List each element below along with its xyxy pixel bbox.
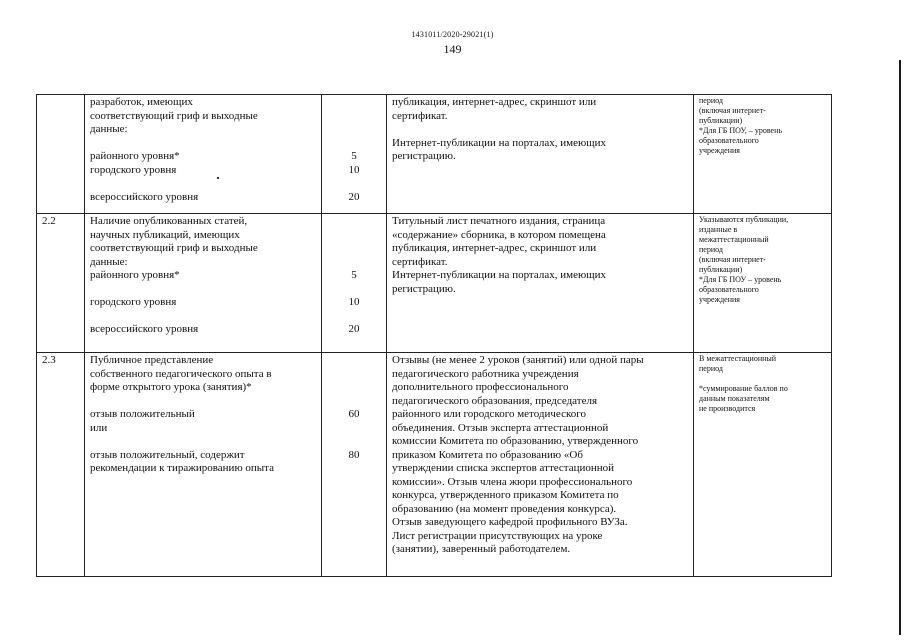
text-line: 5: [351, 150, 357, 162]
criteria-table: [36, 94, 832, 577]
text-line: изданные в: [699, 225, 738, 234]
text-line: районного уровня*: [90, 150, 180, 162]
text-line: регистрацию.: [392, 150, 456, 162]
text-line: [392, 123, 688, 137]
text-line: [327, 110, 381, 124]
text-line: [327, 177, 381, 191]
text-line: период: [699, 245, 723, 254]
text-line: комиссии Комитета по образованию, утвержденного: [392, 435, 639, 447]
text-line: [327, 368, 381, 382]
text-line: Титульный лист печатного издания, страница: [392, 215, 606, 227]
text-line: соответствующий гриф и выходные: [90, 242, 258, 254]
text-line: Интернет-публикации на порталах, имеющих: [392, 136, 607, 149]
text-line: [327, 462, 381, 476]
points-cell: [322, 353, 387, 577]
text-line: В межаттестационный: [699, 354, 777, 363]
item-number: 2.2: [37, 214, 85, 353]
text-line: «содержание» сборника, в котором помещена: [392, 228, 606, 241]
notes-cell: [694, 95, 832, 214]
documents-cell: [387, 95, 694, 214]
text-line: городского уровня: [90, 163, 177, 176]
text-line: учреждения: [699, 146, 740, 155]
text-line: *Для ГБ ПОУ, – уровень: [699, 126, 783, 135]
text-line: [90, 177, 316, 191]
page-number: 149: [443, 42, 462, 56]
text-line: *суммирование баллов по: [699, 384, 788, 393]
text-line: [327, 354, 381, 368]
text-line: всероссийского уровня: [90, 323, 199, 335]
text-line: межаттестационный: [699, 235, 769, 244]
text-line: учреждения: [699, 295, 740, 304]
text-line: публикация, интернет-адрес, скриншот или: [392, 242, 597, 254]
text-line: форме открытого урока (занятия)*: [90, 381, 252, 393]
text-line: [327, 215, 381, 229]
points-cell: [322, 95, 387, 214]
text-line: или: [90, 421, 108, 434]
text-line: [327, 96, 381, 110]
text-line: период: [699, 96, 723, 105]
text-line: утверждении списка экспертов аттестационной: [392, 462, 615, 474]
text-line: научных публикаций, имеющих: [90, 228, 240, 241]
text-line: (занятии), заверенный работодателем.: [392, 543, 571, 555]
item-number: [37, 95, 85, 214]
text-line: [327, 422, 381, 436]
text-line: 10: [348, 296, 360, 308]
text-line: не производится: [699, 404, 756, 413]
table-row: [37, 95, 832, 214]
document-id: 1431011/2020-29021(1): [411, 30, 494, 39]
text-line: данным показателям: [699, 394, 770, 403]
text-line: Наличие опубликованных статей,: [90, 215, 248, 227]
text-line: дополнительного профессионального: [392, 381, 569, 393]
text-line: Отзывы (не менее 2 уроков (занятий) или одной пары: [392, 354, 644, 366]
text-line: отзыв положительный, содержит: [90, 448, 245, 461]
text-line: [90, 137, 316, 151]
text-line: [90, 283, 316, 297]
text-line: комиссии». Отзыв члена жюри профессионального: [392, 475, 633, 488]
text-line: образовательного: [699, 136, 759, 145]
text-line: собственного педагогического опыта в: [90, 367, 272, 380]
text-line: образовательного: [699, 285, 759, 294]
text-line: [327, 395, 381, 409]
text-line: [327, 256, 381, 270]
table-row: [37, 214, 832, 353]
text-line: [90, 435, 316, 449]
text-line: сертификат.: [392, 109, 448, 122]
text-line: сертификат.: [392, 255, 448, 268]
documents-cell: [387, 353, 694, 577]
text-line: рекомендации к тиражированию опыта: [90, 462, 275, 474]
text-line: Отзыв заведующего кафедрой профильного ВУЗа.: [392, 516, 628, 528]
text-line: публикации): [699, 116, 743, 125]
text-line: [327, 310, 381, 324]
text-line: 60: [348, 408, 360, 420]
criteria-cell: [85, 353, 322, 577]
text-line: [327, 242, 381, 256]
text-line: [327, 435, 381, 449]
text-line: всероссийского уровня: [90, 190, 199, 203]
text-line: [327, 381, 381, 395]
text-line: Публичное представление: [90, 354, 214, 366]
documents-cell: [387, 214, 694, 353]
text-line: соответствующий гриф и выходные: [90, 109, 258, 122]
text-line: 20: [348, 190, 360, 203]
text-line: районного или городского методического: [392, 408, 586, 420]
text-line: (включая интернет-: [699, 106, 766, 115]
text-line: 10: [348, 163, 360, 176]
text-line: [90, 395, 316, 409]
text-line: [327, 137, 381, 151]
text-line: публикация, интернет-адрес, скриншот или: [392, 96, 597, 108]
text-line: [90, 310, 316, 324]
text-line: образованию (на момент проведения конкурса).: [392, 502, 617, 515]
text-line: (включая интернет-: [699, 255, 766, 264]
text-line: [327, 229, 381, 243]
criteria-cell: [85, 95, 322, 214]
text-line: 80: [348, 448, 360, 461]
text-line: [699, 374, 826, 384]
text-line: регистрацию.: [392, 282, 456, 295]
text-line: отзыв положительный: [90, 408, 195, 420]
text-line: конкурса, утвержденного приказом Комитета по: [392, 489, 619, 501]
points-cell: [322, 214, 387, 353]
text-line: Лист регистрации присутствующих на уроке: [392, 529, 603, 542]
text-line: Указываются публикации,: [699, 215, 789, 224]
text-line: данные:: [90, 255, 128, 268]
text-line: данные:: [90, 123, 128, 135]
notes-cell: [694, 353, 832, 577]
text-line: объединения. Отзыв эксперта аттестационной: [392, 421, 609, 434]
text-line: 20: [348, 323, 360, 335]
text-line: период: [699, 364, 723, 373]
item-number: 2.3: [37, 353, 85, 577]
text-line: приказом Комитета по образованию «Об: [392, 448, 583, 461]
text-line: разработок, имеющих: [90, 96, 193, 108]
notes-cell: [694, 214, 832, 353]
text-line: Интернет-публикации на порталах, имеющих: [392, 269, 607, 281]
text-line: *Для ГБ ПОУ – уровень: [699, 275, 782, 284]
text-line: [327, 283, 381, 297]
text-line: городского уровня: [90, 296, 177, 308]
text-line: педагогического работника учреждения: [392, 367, 579, 380]
scan-edge-line: [899, 60, 901, 635]
scan-speck: [217, 177, 219, 179]
text-line: публикации): [699, 265, 743, 274]
text-line: 5: [351, 269, 357, 281]
criteria-cell: [85, 214, 322, 353]
table-row: [37, 353, 832, 577]
text-line: педагогического образования, председателя: [392, 394, 598, 407]
text-line: районного уровня*: [90, 269, 180, 281]
text-line: [327, 123, 381, 137]
